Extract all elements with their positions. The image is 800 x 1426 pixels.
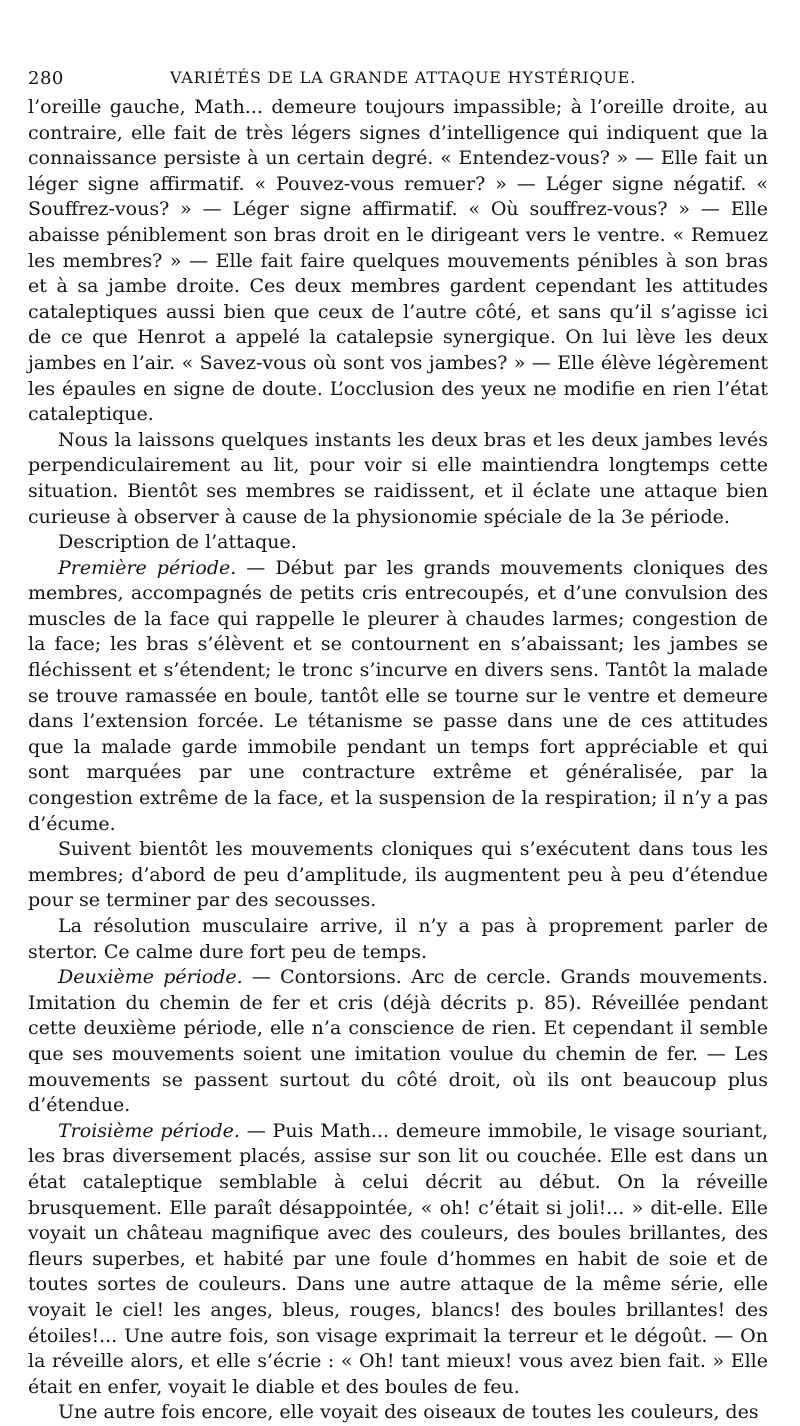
paragraph-4 bbox=[28, 556, 768, 838]
section-lead-third-period: Troisième période. bbox=[58, 1119, 240, 1142]
section-lead-second-period: Deuxième période. bbox=[58, 966, 243, 989]
paragraph-8 bbox=[28, 1119, 768, 1401]
paragraph-2 bbox=[28, 428, 768, 530]
running-title: VARIÉTÉS DE LA GRANDE ATTAQUE HYSTÉRIQUE. bbox=[170, 68, 637, 87]
section-lead-first-period: Première période. bbox=[58, 556, 237, 579]
page-header bbox=[28, 60, 768, 94]
paragraph-text: — Contorsions. Arc de cercle. Grands mouvements. Imitation du chemin de fer et cris (déjà décrits p. 85). Réveillée pendant cette deuxième période, elle n’a conscience de rien. Et cependant il semble que ses mouvements soient une imitation voulue du chemin de fer. — Les mouvements se passent surtout du côté droit, où ils ont beaucoup plus d’étendue. bbox=[28, 966, 768, 1117]
paragraph-7 bbox=[28, 965, 768, 1119]
paragraph-text: — Puis Math... demeure immobile, le visage souriant, les bras diversement placés, assise sur son lit ou couchée. Elle est dans un état cataleptique semblable à celui décrit au début. On la réveille brusquement. Elle paraît désappointée, « oh! c’était si joli!... » dit-elle. Elle voyait un château magnifique avec des couleurs, des boules brillantes, des fleurs superbes, et habité par une foule d’hommes en habit de soie et de toutes sortes de couleurs. Dans une autre attaque de la même série, elle voyait le ciel! les anges, bleus, rouges, blancs! des boules brillantes! des étoiles!... Une autre fois, son visage exprimait la terreur et le dégoût. — On la réveille alors, et elle s’écrie : « Oh! tant mieux! vous avez bien fait. » Elle était en enfer, voyait le diable et des boules de feu. bbox=[28, 1119, 768, 1398]
paragraph-text: — Début par les grands mouvements cloniques des membres, accompagnés de petits cris entrecoupés, et d’une convulsion des muscles de la face qui rappelle le pleurer à chaudes larmes; congestion de la face; les bras s’élèvent et se contournent en s’abaissant; les jambes se fléchissent et s’étendent; le tronc s’incurve en divers sens. Tantôt la malade se trouve ramassée en boule, tantôt elle se tourne sur le ventre et demeure dans l’extension forcée. Le tétanisme se passe dans une de ces attitudes que la malade garde immobile pendant un temps fort appréciable et qui sont marquées par une contracture extrême et généralisée, par la congestion extrême de la face, et la suspension de la respiration; il n’y a pas d’écume. bbox=[28, 556, 768, 835]
body-text bbox=[28, 95, 768, 1426]
paragraph-text: Nous la laissons quelques instants les deux bras et les deux jambes levés perpendiculairement au lit, pour voir si elle maintiendra longtemps cette situation. Bientôt ses membres se raidissent, et il éclate une attaque bien curieuse à observer à cause de la physionomie spéciale de la 3e période. bbox=[28, 428, 768, 528]
paragraph-text: Description de l’attaque. bbox=[58, 531, 297, 554]
book-page bbox=[28, 60, 768, 1426]
page-number: 280 bbox=[28, 68, 64, 89]
paragraph-1 bbox=[28, 95, 768, 428]
paragraph-text: La résolution musculaire arrive, il n’y a pas à proprement parler de stertor. Ce calme dure fort peu de temps. bbox=[28, 915, 768, 963]
paragraph-3 bbox=[28, 530, 768, 556]
paragraph-text: l’oreille gauche, Math... demeure toujours impassible; à l’oreille droite, au contraire, elle fait de très légers signes d’intelligence qui indiquent que la connaissance persiste à un certain degré. « Entendez-vous? » — Elle fait un léger signe affirmatif. « Pouvez-vous remuer? » — Léger signe négatif. « Souffrez-vous? » — Léger signe affirmatif. « Où souffrez-vous? » — Elle abaisse péniblement son bras droit en le dirigeant vers le ventre. « Remuez les membres? » — Elle fait faire quelques mouvements pénibles à son bras et à sa jambe droite. Ces deux membres gardent cependant les attitudes cataleptiques aussi bien que ceux de l’autre côté, et sans qu’il s’agisse ici de ce que Henrot a appelé la catalepsie synergique. On lui lève les deux jambes en l’air. « Savez-vous où sont vos jambes? » — Elle élève légèrement les épaules en signe de doute. L’occlusion des yeux ne modifie en rien l’état cataleptique. bbox=[28, 96, 768, 426]
paragraph-6 bbox=[28, 914, 768, 965]
paragraph-text: Suivent bientôt les mouvements cloniques qui s’exécutent dans tous les membres; d’abord de peu d’amplitude, ils augmentent peu à peu d’étendue pour se terminer par des secousses. bbox=[28, 838, 768, 912]
paragraph-9 bbox=[28, 1400, 768, 1426]
paragraph-5 bbox=[28, 837, 768, 914]
paragraph-text: Une autre fois encore, elle voyait des oiseaux de toutes les couleurs, des bbox=[58, 1401, 759, 1424]
